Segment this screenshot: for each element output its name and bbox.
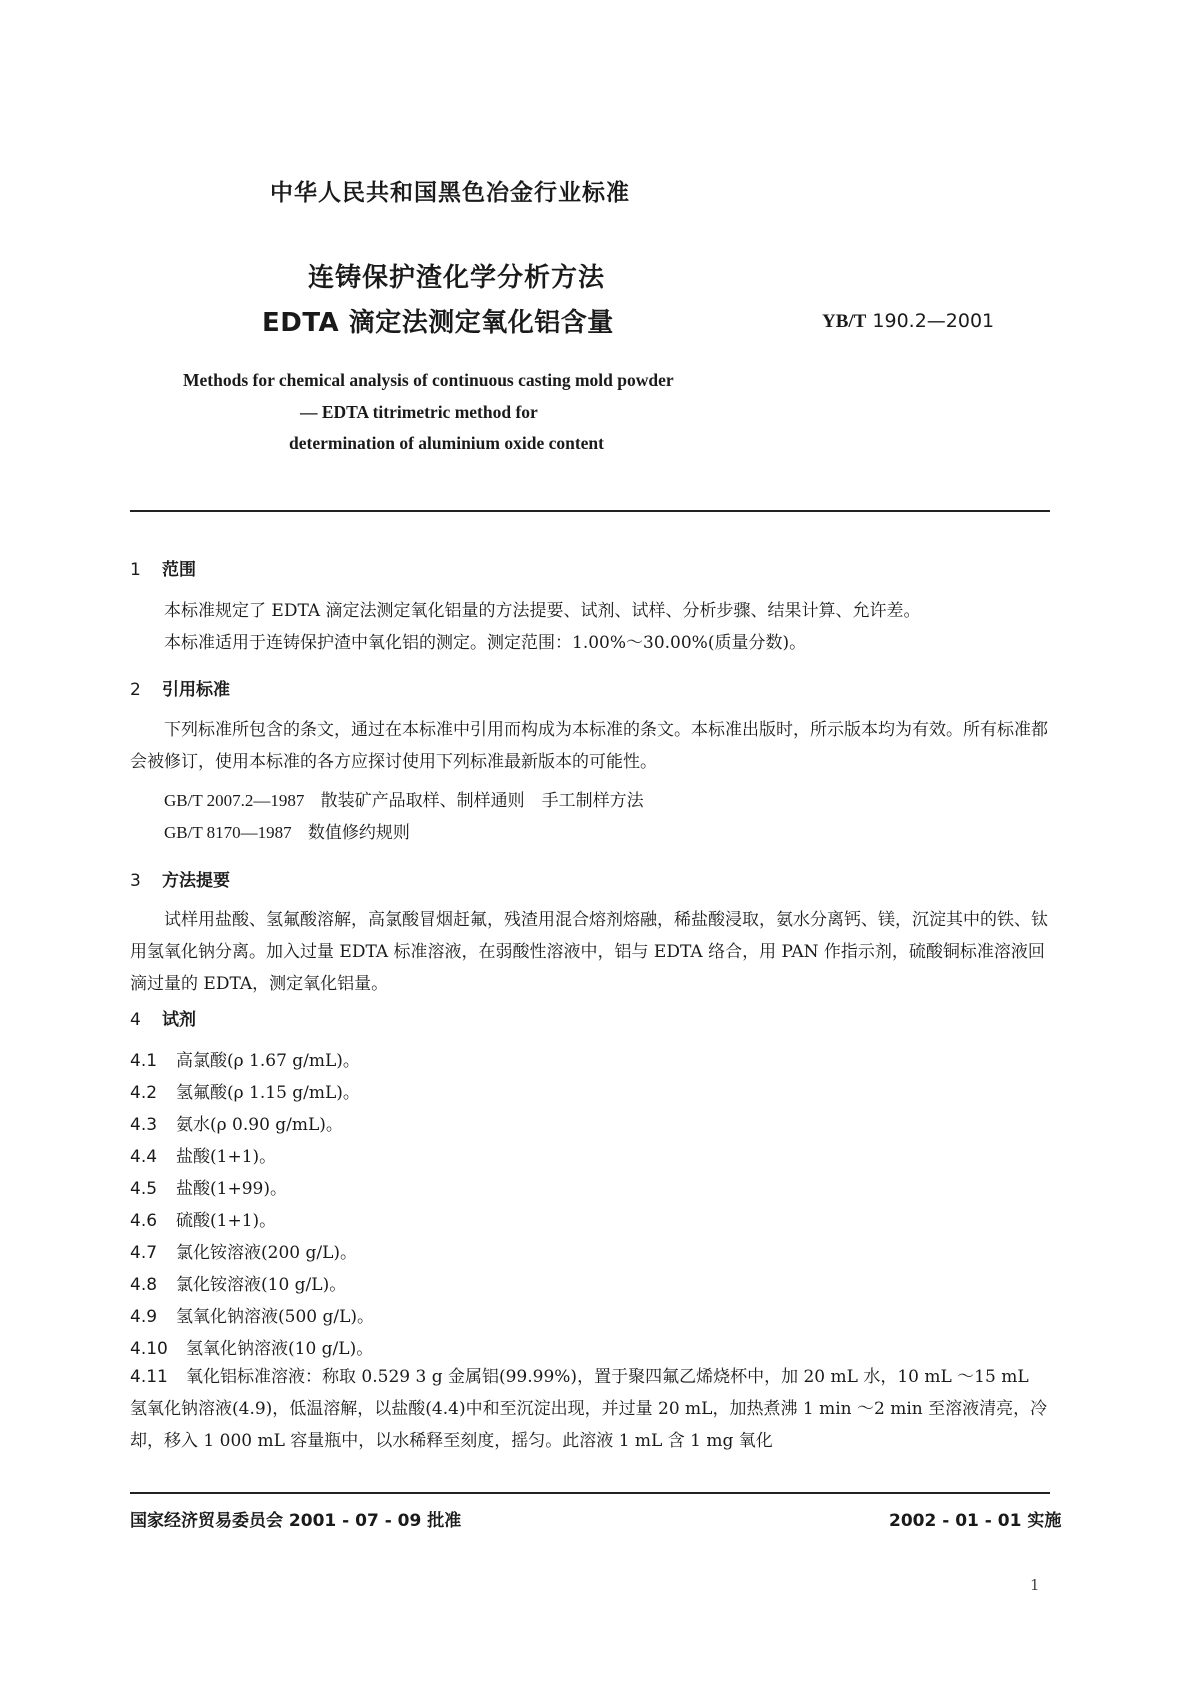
section-heading-1	[130, 555, 196, 580]
item-text: 氢氧化钠溶液(500 g/L)。	[176, 1307, 375, 1327]
reference-title: 散装矿产品取样、制样通则 手工制样方法	[320, 791, 644, 811]
item-text: 硫酸(1+1)。	[176, 1211, 277, 1231]
reference-code: GB/T 8170—1987	[164, 823, 292, 842]
item-number: 4.9	[130, 1307, 158, 1327]
section-title: 试剂	[162, 1010, 196, 1030]
item-text: 氯化铵溶液(200 g/L)。	[176, 1243, 358, 1263]
page-number: 1	[1030, 1576, 1040, 1594]
section-title: 引用标准	[162, 680, 230, 700]
reagent-item	[130, 1110, 343, 1135]
reference-title: 数值修约规则	[307, 823, 410, 843]
reference-item	[164, 786, 644, 811]
footer-divider	[130, 1492, 1050, 1494]
reagent-item	[130, 1238, 357, 1263]
item-number: 4.6	[130, 1211, 158, 1231]
header-divider	[130, 510, 1050, 512]
title-en-line3: determination of aluminium oxide content	[289, 433, 604, 453]
section-number: 4	[130, 1010, 141, 1030]
item-number: 4.4	[130, 1147, 158, 1167]
reference-item	[164, 818, 410, 843]
item-number: 4.10	[130, 1339, 168, 1359]
item-text: 氧化铝标准溶液：称取 0.529 3 g 金属铝(99.99%)，置于聚四氟乙烯烧杯中，加 20 mL 水，10 mL ～15 mL 氢氧化钠溶液(4.9)，低温溶解，以盐酸(4.4)中和至沉淀出现，并过量 20 mL，加热煮沸 1 min ～2 min 至溶液清亮，冷却，移入 1 000 mL 容量瓶中，以水稀释至刻度，摇匀。此溶液 1 mL 含 1 mg 氧化	[130, 1367, 1048, 1451]
item-number: 4.1	[130, 1051, 158, 1071]
item-text: 氨水(ρ 0.90 g/mL)。	[176, 1115, 343, 1135]
reagent-item	[130, 1078, 360, 1103]
title-en-line2: — EDTA titrimetric method for	[300, 402, 538, 422]
reagent-item	[130, 1206, 276, 1231]
item-text: 氢氧化钠溶液(10 g/L)。	[186, 1339, 374, 1359]
reagent-item	[130, 1046, 360, 1071]
item-number: 4.7	[130, 1243, 158, 1263]
section-heading-2	[130, 675, 230, 700]
item-text: 盐酸(1+1)。	[176, 1147, 277, 1167]
title-cn-line2: EDTA 滴定法测定氧化铝含量	[262, 308, 614, 338]
section-number: 2	[130, 680, 141, 700]
item-number: 4.8	[130, 1275, 158, 1295]
item-number: 4.2	[130, 1083, 158, 1103]
section-heading-4	[130, 1005, 196, 1030]
item-number: 4.11	[130, 1367, 168, 1387]
section-number: 1	[130, 560, 141, 580]
title-en-line1: Methods for chemical analysis of continuous casting mold powder	[183, 370, 674, 390]
reagent-item	[130, 1174, 287, 1199]
section-title: 方法提要	[162, 871, 230, 891]
section-1-paragraph-1: 本标准规定了 EDTA 滴定法测定氧化铝量的方法提要、试剂、试样、分析步骤、结果计算、允许差。	[164, 601, 921, 621]
item-text: 高氯酸(ρ 1.67 g/mL)。	[176, 1051, 360, 1071]
implementation-date: 2002 - 01 - 01 实施	[889, 1511, 1062, 1531]
section-title: 范围	[162, 560, 196, 580]
standard-code-number: 190.2—2001	[866, 310, 995, 332]
reference-code: GB/T 2007.2—1987	[164, 791, 305, 810]
title-cn-line1: 连铸保护渣化学分析方法	[308, 263, 606, 293]
item-number: 4.5	[130, 1179, 158, 1199]
item-text: 盐酸(1+99)。	[176, 1179, 287, 1199]
section-3-paragraph-1: 试样用盐酸、氢氟酸溶解，高氯酸冒烟赶氟，残渣用混合熔剂熔融，稀盐酸浸取，氨水分离钙、镁，沉淀其中的铁、钛用氢氧化钠分离。加入过量 EDTA 标准溶液，在弱酸性溶液中，铝与 EDTA 络合，用 PAN 作指示剂，硫酸铜标准溶液回滴过量的 EDTA，测定氧化铝量。	[130, 910, 1048, 994]
issuing-organization: 中华人民共和国黑色冶金行业标准	[270, 180, 630, 206]
section-number: 3	[130, 871, 141, 891]
reagent-item-long	[130, 1361, 1050, 1457]
reagent-item	[130, 1302, 374, 1327]
section-1-paragraph-2: 本标准适用于连铸保护渣中氧化铝的测定。测定范围：1.00%～30.00%(质量分数)。	[164, 633, 807, 653]
item-text: 氯化铵溶液(10 g/L)。	[176, 1275, 347, 1295]
section-2-paragraph-1: 下列标准所包含的条文，通过在本标准中引用而构成为本标准的条文。本标准出版时，所示版本均为有效。所有标准都会被修订，使用本标准的各方应探讨使用下列标准最新版本的可能性。	[130, 720, 1048, 772]
standard-code-prefix: YB/T	[822, 311, 867, 332]
item-number: 4.3	[130, 1115, 158, 1135]
standard-code	[822, 310, 994, 333]
item-text: 氢氟酸(ρ 1.15 g/mL)。	[176, 1083, 360, 1103]
reagent-item	[130, 1142, 276, 1167]
reagent-item	[130, 1334, 373, 1359]
approval-info: 国家经济贸易委员会 2001 - 07 - 09 批准	[130, 1511, 462, 1531]
section-heading-3	[130, 866, 230, 891]
reagent-item	[130, 1270, 346, 1295]
